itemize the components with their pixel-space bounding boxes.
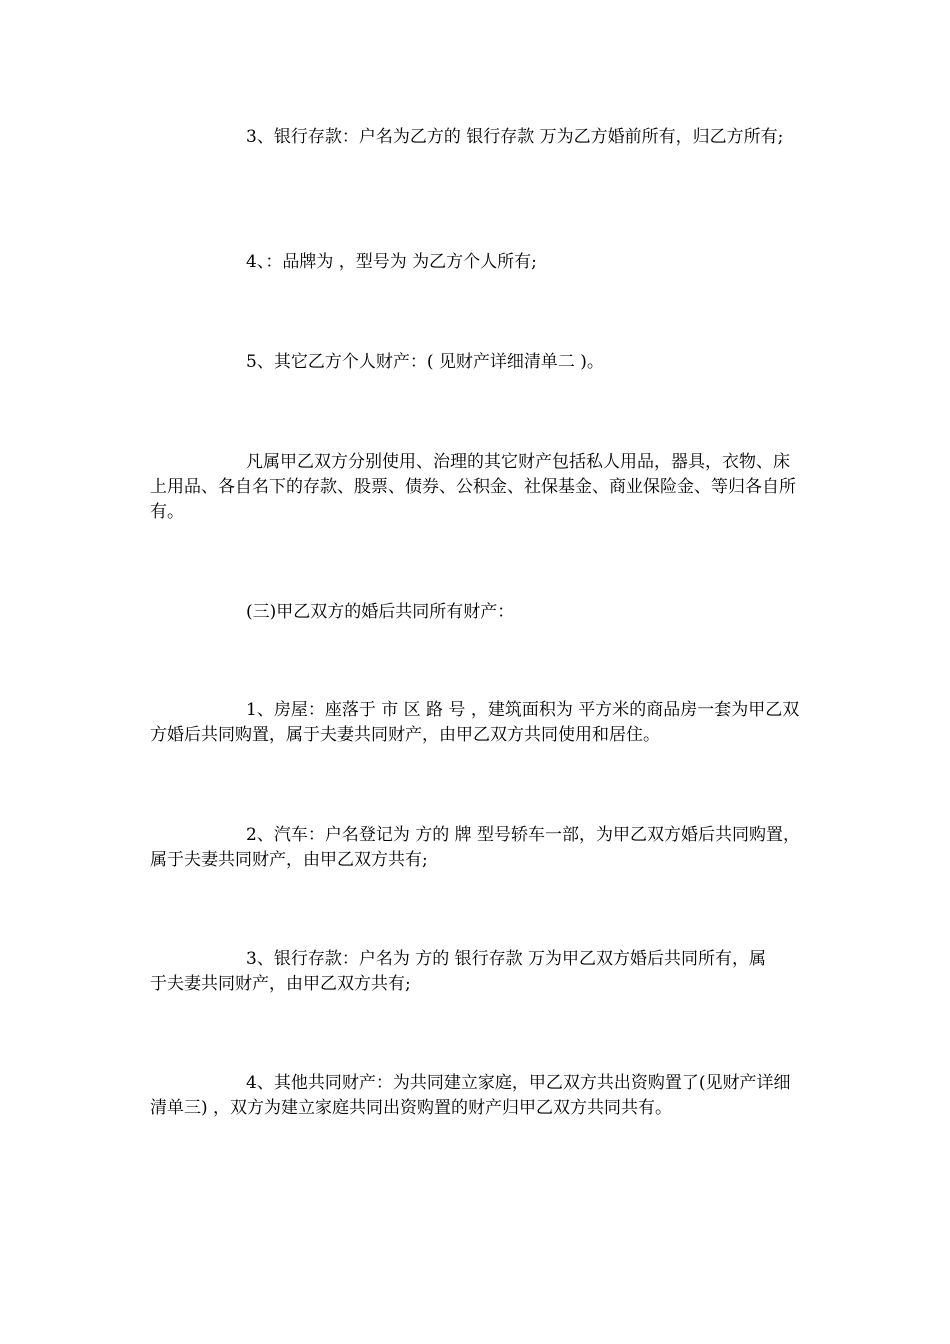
paragraph-car: 2、汽车：户名登记为 方的 牌 型号轿车一部，为甲乙双方婚后共同购置，属于夫妻共同财产，由甲乙双方共有; — [150, 825, 801, 870]
paragraph-other-joint-property: 4、其他共同财产：为共同建立家庭，甲乙双方共出资购置了(见财产详细清单三) ，双方为建立家庭共同出资购置的财产归甲乙双方共同共有。 — [150, 1073, 791, 1118]
paragraph-separate-property: 凡属甲乙双方分别使用、治理的其它财产包括私人用品，器具，衣物、床上用品、各自名下的存款、股票、债券、公积金、社保基金、商业保险金、等归各自所有。 — [150, 452, 796, 522]
section-heading-joint-property: (三)甲乙双方的婚后共同所有财产： — [246, 602, 515, 622]
paragraph-brand-model-party-b: 4、：品牌为 ，型号为 为乙方个人所有; — [246, 252, 537, 272]
paragraph-joint-bank-deposit: 3、银行存款：户名为 方的 银行存款 万为甲乙双方婚后共同所有，属于夫妻共同财产，由甲乙双方共有; — [150, 949, 767, 994]
paragraph-other-personal-property: 5、其它乙方个人财产：( 见财产详细清单二 )。 — [246, 352, 604, 372]
paragraph-bank-deposit-party-b: 3、银行存款：户名为乙方的 银行存款 万为乙方婚前所有，归乙方所有; — [246, 127, 784, 147]
paragraph-house: 1、房屋：座落于 市 区 路 号 ，建筑面积为 平方米的商品房一套为甲乙双方婚后共同购置，属于夫妻共同财产，由甲乙双方共同使用和居住。 — [150, 700, 800, 745]
